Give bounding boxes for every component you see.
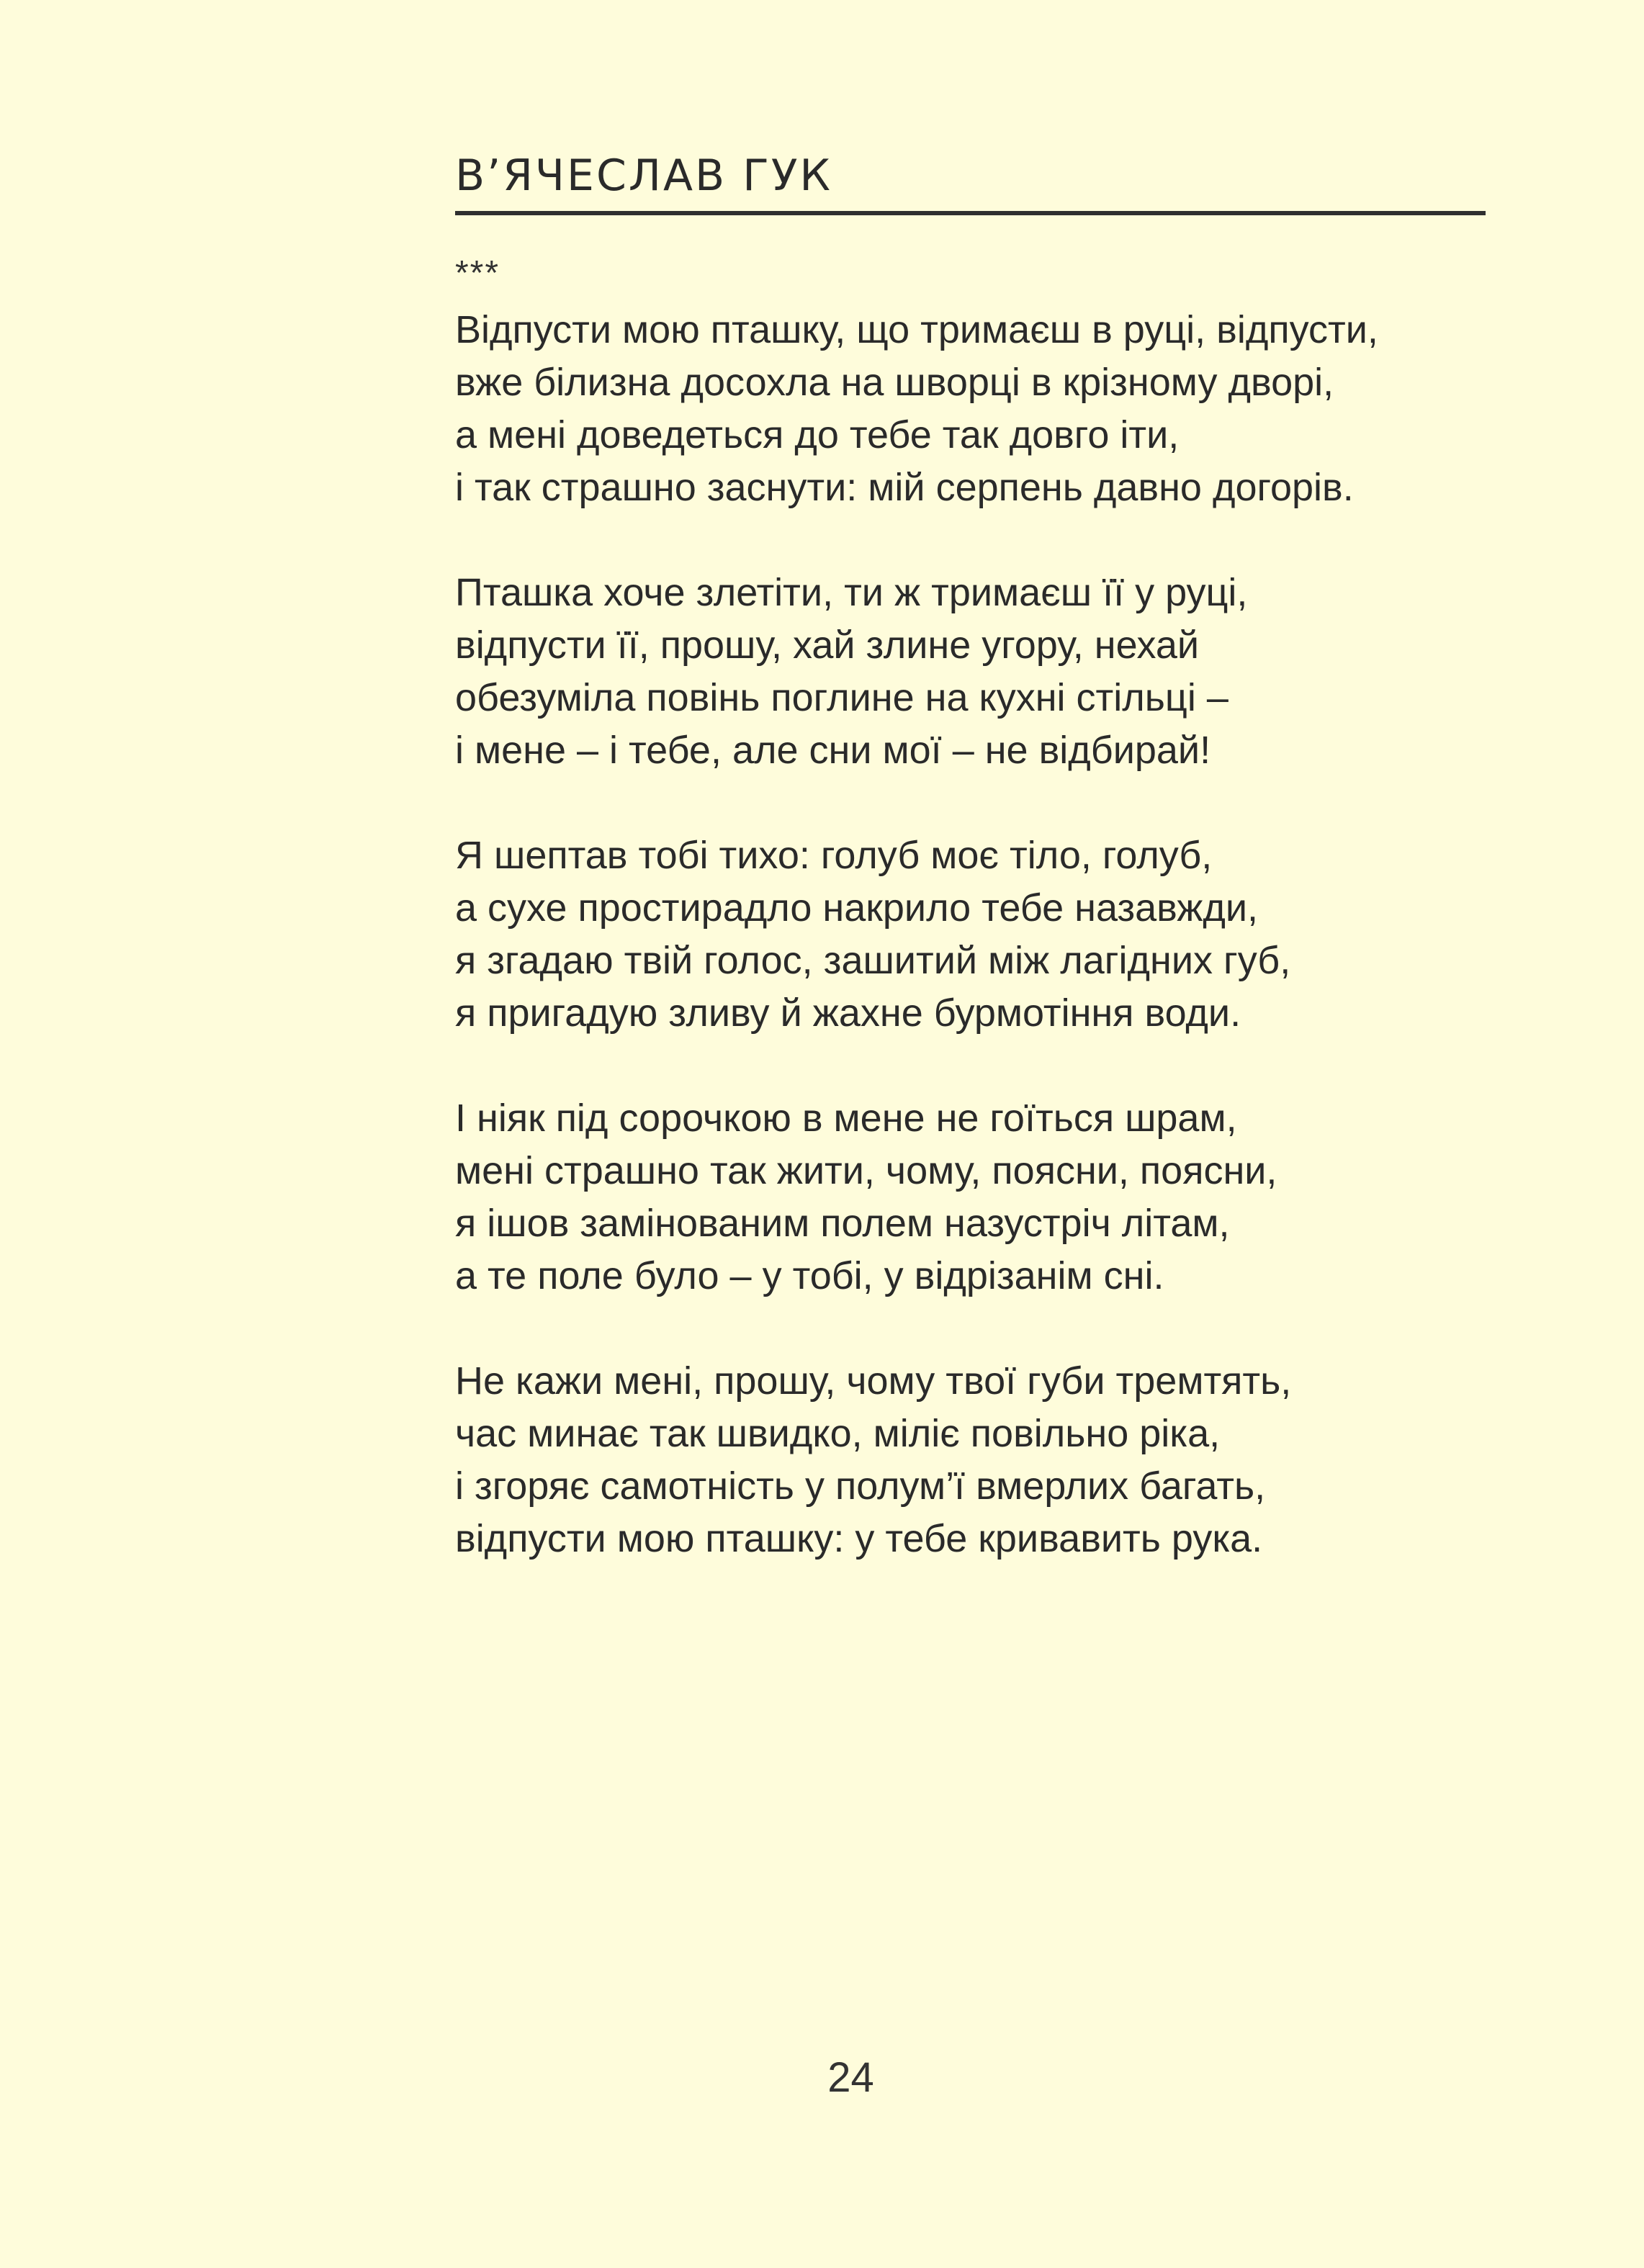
running-header: [455, 147, 1485, 204]
header-rule: [455, 211, 1486, 215]
poem-line: і згоряє самотність у полум’ї вмерлих багать,: [455, 1464, 1266, 1508]
poem-line: я ішов замінованим полем назустріч літам,: [455, 1202, 1230, 1245]
stanza-5: [455, 1355, 1492, 1565]
stanza-4: [455, 1092, 1492, 1302]
poem-line: я пригадую зливу й жахне бурмотіння води.: [455, 991, 1241, 1035]
poem-line: Відпусти мою пташку, що тримаєш в руці, відпусти,: [455, 308, 1378, 351]
poem-line: я згадаю твій голос, зашитий між лагідних губ,: [455, 939, 1291, 982]
poem-line: мені страшно так жити, чому, поясни, поясни,: [455, 1149, 1277, 1192]
poem-line: Я шептав тобі тихо: голуб моє тіло, голуб,: [455, 834, 1213, 877]
stanza-3: [455, 829, 1492, 1040]
stanza-1: [455, 304, 1492, 514]
author-name: В’ЯЧЕСЛАВ ГУК: [455, 150, 833, 201]
page-number: 24: [827, 2054, 874, 2101]
poem-asterism: ***: [455, 254, 500, 292]
poem-line: Пташка хоче злетіти, ти ж тримаєш її у руці,: [455, 571, 1248, 614]
poem-line: а мені доведеться до тебе так довго іти,: [455, 413, 1180, 456]
poem-line: відпусти її, прошу, хай злине угору, нехай: [455, 624, 1200, 667]
poem-line: відпусти мою пташку: у тебе кривавить рука.: [455, 1517, 1263, 1560]
poem-line: вже білизна досохла на шворці в крізному дворі,: [455, 361, 1334, 404]
poem-line: час минає так швидко, міліє повільно ріка,: [455, 1412, 1221, 1455]
poem-line: і так страшно заснути: мій серпень давно догорів.: [455, 466, 1354, 509]
poem-line: а сухе простирадло накрило тебе назавжди,: [455, 886, 1259, 930]
poem-line: І ніяк під сорочкою в мене не гоїться шрам,: [455, 1097, 1237, 1140]
poem-line: обезуміла повінь поглине на кухні стільці –: [455, 676, 1228, 719]
poem: [455, 252, 1492, 1618]
poem-line: Не кажи мені, прошу, чому твої губи тремтять,: [455, 1359, 1292, 1403]
poem-line: а те поле було – у тобі, у відрізанім сні.: [455, 1254, 1164, 1297]
poem-line: і мене – і тебе, але сни мої – не відбирай!: [455, 729, 1211, 772]
stanza-2: [455, 567, 1492, 777]
